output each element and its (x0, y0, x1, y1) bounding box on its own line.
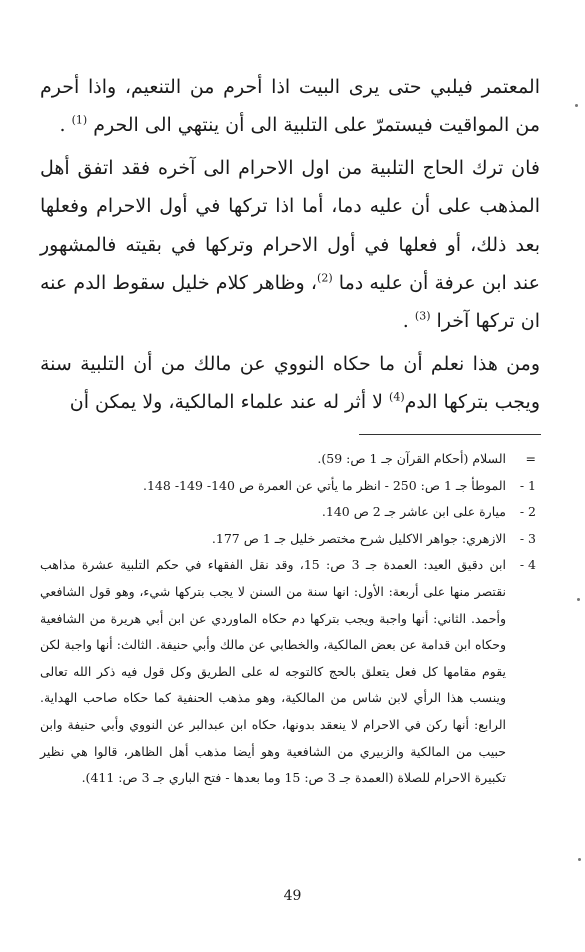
footnote-reference: (3) (414, 310, 431, 324)
scan-speck (578, 858, 581, 861)
footnote-reference: (1) (71, 114, 88, 128)
footnote-4 (40, 552, 540, 791)
footnote-reference: (4) (389, 390, 405, 404)
footnote-text: الازهري: جواهر الاكليل شرح مختصر خليل جـ 1 ص 177. (211, 530, 506, 546)
main-text (40, 68, 540, 422)
paragraph-text: المعتمر فيلبي حتى يرى البيت اذا أحرم من التنعيم، واذا أحرم من المواقيت فيستمرّ على التلبية الى أن ينتهي الى الحرم (40, 76, 540, 137)
paragraph-text-continued: ، وظاهر كلام خليل سقوط الدم عنه ان تركها آخرا (40, 272, 540, 333)
footnote-text: السلام (أحكام القرآن جـ 1 ص: 59). (317, 451, 506, 466)
footnote-marker: 4 - (519, 557, 536, 573)
paragraph-end: . (59, 114, 66, 137)
footnote-1 (40, 473, 540, 500)
footnote-2 (40, 499, 540, 526)
footnote-3 (40, 526, 540, 553)
footnote-marker: 1 - (519, 477, 536, 493)
paragraph-text-continued: لا أثر له عند علماء المالكية، ولا يمكن أن (69, 391, 383, 414)
footnote-marker: 3 - (519, 530, 536, 546)
page-number: 49 (283, 888, 302, 904)
paragraph-text: ومن هذا نعلم أن ما حكاه النووي عن مالك من أن التلبية سنة ويجب بتركها الدم (40, 352, 540, 414)
paragraph-2 (40, 149, 540, 341)
scan-speck (575, 104, 578, 107)
footnote-divider (359, 434, 541, 435)
footnote-text: ابن دقيق العيد: العمدة جـ 3 ص: 15، وقد نقل الفقهاء في حكم التلبية عشرة مذاهب نقتصر منها على أربعة: الأول: انها سنة من السنن لا يجب بتركها شيء، وهو قول الشافعي وأحمد. الثاني: أنها واجبة ويجب بتركها دم حكاه الماوردي عن ابن أبي هريرة من الشافعية وحكاه ابن قدامة عن بعض المالكية، والخطابي عن مالك وأبي حنيفة. الثالث: أنها واجبة لكن يقوم مقامها كل فعل يتعلق بالحج كالتوجه له على الطريق وكل قول فيه ذكر الله تعالى وينسب هذا الرأي لابن شاس من المالكية، وهو مذهب الحنفية كما حكاه صاحب الهداية. الرابع: أنها ركن في الاحرام لا ينعقد بدونها، حكاه ابن عبدالبر عن النووي وأبي حنيفة وابن حبيب من المالكية والزبيري من الشافعية وهو أيضا مذهب أهل الظاهر، قالوا هي نظير تكبيرة الاحرام للصلاة (العمدة جـ 3 ص: 15 وما بعدها - فتح الباري جـ 3 ص: 411). (40, 557, 506, 786)
footnote-marker: = (525, 451, 536, 466)
footnotes (40, 446, 540, 792)
footnote-reference: (2) (317, 271, 333, 285)
footnote-marker: 2 - (519, 504, 536, 520)
footnote-text: الموطأ جـ 1 ص: 250 - انظر ما يأتي عن العمرة ص 140- 149- 148. (143, 477, 506, 493)
scan-speck (577, 598, 580, 601)
paragraph-text: فان ترك الحاج التلبية من اول الاحرام الى آخره فقد اتفق أهل المذهب على أن عليه دما، أما اذا تركها في أول الاحرام وفعلها بعد ذلك، أو فعلها في أول الاحرام وتركها في بقيته فالمشهور عند ابن عرفة أن عليه دما (40, 156, 540, 295)
paragraph-end: . (402, 310, 409, 333)
paragraph-3 (40, 345, 540, 422)
paragraph-1 (40, 68, 540, 145)
footnote-text: ميارة على ابن عاشر جـ 2 ص 140. (321, 504, 506, 520)
footnote-continuation (40, 446, 540, 473)
